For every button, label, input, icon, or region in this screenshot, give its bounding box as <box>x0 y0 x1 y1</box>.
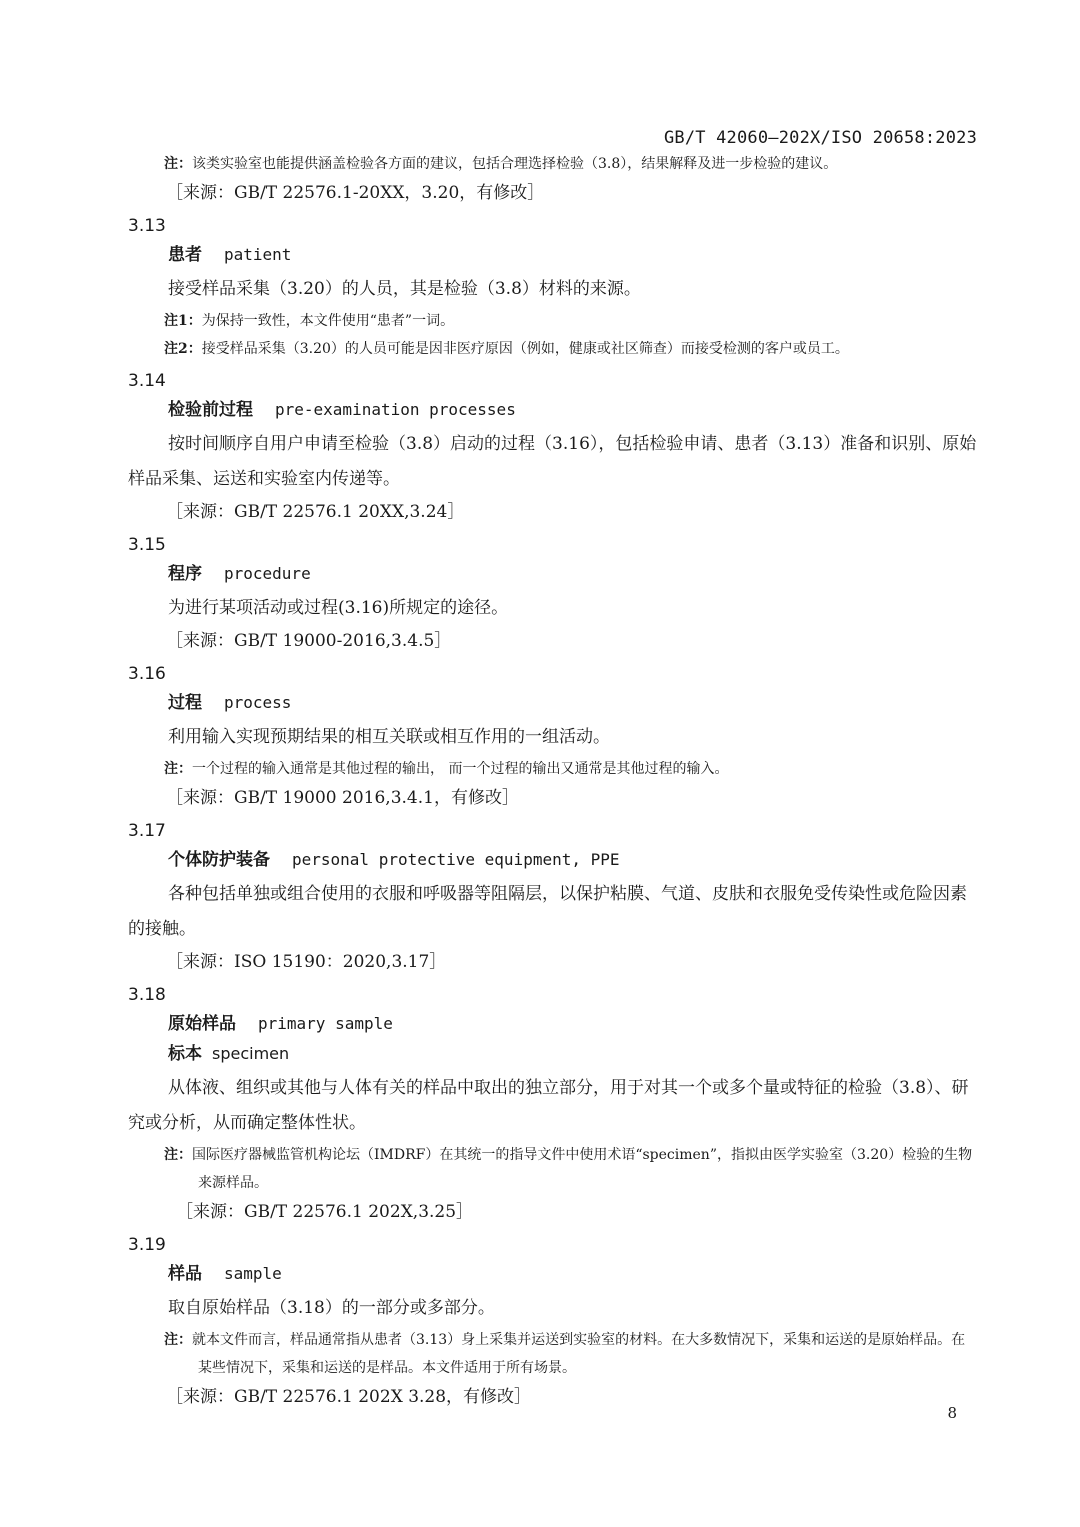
note-label: 注： <box>164 761 192 777</box>
note <box>128 335 978 363</box>
term-zh: 程序 <box>168 564 202 584</box>
term-heading-alt <box>128 1041 978 1067</box>
term-zh: 样品 <box>168 1264 202 1284</box>
note-text: 一个过程的输入通常是其他过程的输出， 而一个过程的输出又通常是其他过程的输入。 <box>192 761 729 777</box>
term-number: 3.16 <box>128 664 166 684</box>
note <box>128 1326 978 1382</box>
note-label: 注： <box>164 1332 192 1348</box>
source-citation: ［来源：GB/T 22576.1 202X,3.25］ <box>176 1202 474 1222</box>
note-text: 为保持一致性，本文件使用“患者”一词。 <box>201 313 455 329</box>
term-number: 3.14 <box>128 371 166 391</box>
term-heading <box>128 1261 978 1287</box>
note-label: 注1： <box>164 313 202 329</box>
term-zh: 患者 <box>168 245 202 265</box>
term-zh: 原始样品 <box>168 1014 236 1034</box>
note <box>128 1141 978 1197</box>
term-en: patient <box>224 245 292 264</box>
note-text: 该类实验室也能提供涵盖检验各方面的建议，包括合理选择检验（3.8），结果解释及进一步检验的建议。 <box>192 156 838 172</box>
term-definition: 取自原始样品（3.18）的一部分或多部分。 <box>168 1298 495 1318</box>
term-en: pre-examination processes <box>275 400 516 419</box>
source-citation: ［来源：GB/T 22576.1 20XX,3.24］ <box>166 502 465 522</box>
term-en: procedure <box>224 564 311 583</box>
term-definition: 按时间顺序自用户申请至检验（3.8）启动的过程（3.16），包括检验申请、患者（3.13）准备和识别、原始样品采集、运送和实验室内传递等。 <box>128 434 977 489</box>
term-alt-zh: 标本 <box>168 1044 202 1064</box>
note <box>128 755 978 783</box>
term-definition: 利用输入实现预期结果的相互关联或相互作用的一组活动。 <box>168 727 610 747</box>
note-label: 注2： <box>164 341 202 357</box>
term-en: process <box>224 693 292 712</box>
term-number: 3.15 <box>128 535 166 555</box>
term-zh: 检验前过程 <box>168 400 253 420</box>
term-number: 3.18 <box>128 985 166 1005</box>
term-definition: 接受样品采集（3.20）的人员，其是检验（3.8）材料的来源。 <box>168 279 641 299</box>
document-body <box>128 150 978 1412</box>
term-definition: 为进行某项活动或过程(3.16)所规定的途径。 <box>168 598 509 618</box>
note-label: 注： <box>164 1147 192 1163</box>
term-definition: 各种包括单独或组合使用的衣服和呼吸器等阻隔层，以保护粘膜、气道、皮肤和衣服免受传染性或危险因素的接触。 <box>128 884 967 939</box>
note <box>128 307 978 335</box>
term-number: 3.13 <box>128 216 166 236</box>
note-text: 就本文件而言，样品通常指从患者（3.13）身上采集并运送到实验室的材料。在大多数情况下，采集和运送的是原始样品。在某些情况下，采集和运送的是样品。本文件适用于所有场景。 <box>192 1332 966 1376</box>
term-heading <box>128 397 978 423</box>
term-zh: 个体防护装备 <box>168 850 270 870</box>
source-citation: ［来源：ISO 15190：2020,3.17］ <box>166 952 447 972</box>
term-heading <box>128 1011 978 1037</box>
page-number: 8 <box>947 1404 957 1422</box>
note-label: 注： <box>164 156 192 172</box>
term-definition: 从体液、组织或其他与人体有关的样品中取出的独立部分，用于对其一个或多个量或特征的检验（3.8）、研究或分析，从而确定整体性状。 <box>128 1078 969 1133</box>
source-citation: ［来源：GB/T 19000 2016,3.4.1，有修改］ <box>166 788 519 808</box>
term-number: 3.19 <box>128 1235 166 1255</box>
term-heading <box>128 561 978 587</box>
note-text: 接受样品采集（3.20）的人员可能是因非医疗原因（例如，健康或社区筛查）而接受检测的客户或员工。 <box>201 341 849 357</box>
note <box>128 150 978 178</box>
term-en: sample <box>224 1264 282 1283</box>
page-header-standard-number: GB/T 42060—202X/ISO 20658:2023 <box>663 128 977 148</box>
term-en: personal protective equipment, PPE <box>292 850 620 869</box>
source-citation: ［来源：GB/T 19000-2016,3.4.5］ <box>166 631 452 651</box>
term-zh: 过程 <box>168 693 202 713</box>
term-heading <box>128 690 978 716</box>
source-citation: ［来源：GB/T 22576.1 202X 3.28，有修改］ <box>166 1387 532 1407</box>
term-number: 3.17 <box>128 821 166 841</box>
source-citation: ［来源：GB/T 22576.1-20XX，3.20，有修改］ <box>166 183 545 203</box>
term-heading <box>128 242 978 268</box>
term-heading <box>128 847 978 873</box>
term-alt-en: specimen <box>212 1044 290 1063</box>
term-en: primary sample <box>258 1014 393 1033</box>
note-text: 国际医疗器械监管机构论坛（IMDRF）在其统一的指导文件中使用术语“specimen”，指拟由医学实验室（3.20）检验的生物来源样品。 <box>192 1147 973 1191</box>
